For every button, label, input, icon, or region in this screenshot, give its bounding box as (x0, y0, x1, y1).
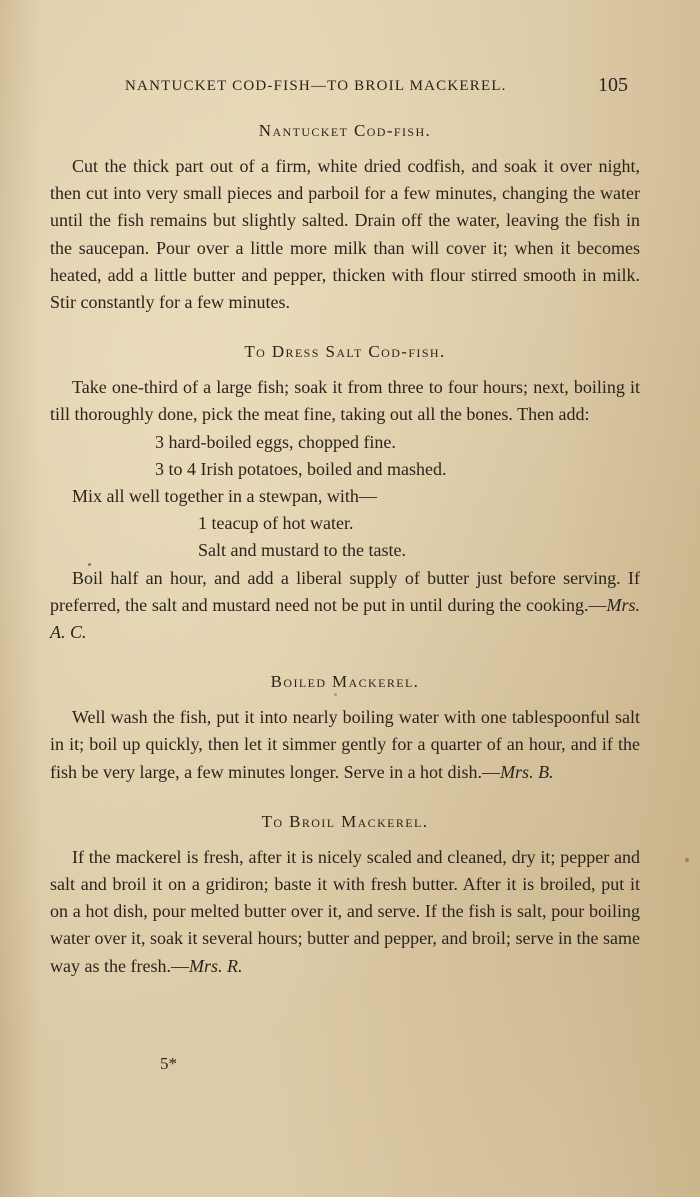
recipe-intro-salt-codfish: Take one-third of a large fish; soak it from three to four hours; next, boiling it till thoroughly done, pick the meat fine, taking out all the bones. Then add: (50, 377, 640, 425)
ingredient-line: 1 teacup of hot water. (198, 513, 354, 534)
recipe-text-nantucket-codfish: Cut the thick part out of a firm, white dried codfish, and soak it over night, then cut into very small pieces and parboil for a few minutes, changing the water until the fish remains but slightly salted. Drain off the water, leaving the fish in the saucepan. Pour over a little more milk than will cover it; when it becomes heated, add a little butter and pepper, thicken with flour stirred smooth in milk. Stir constantly for a few minutes. (50, 156, 640, 313)
recipe-signature: Mrs. R. (188, 955, 243, 976)
running-head (0, 74, 700, 102)
recipe-body-text: If the mackerel is fresh, after it is nicely scaled and cleaned, dry it; pepper and salt and broil it on a gridiron; baste it with fresh butter. After it is broiled, put it on a hot dish, pour melted butter over it, and serve. If the fish is salt, pour boiling water over it, soak it several hours; butter and pepper, and broil; serve in the same way as the fresh.— (50, 846, 640, 976)
ingredient-line: 3 to 4 Irish potatoes, boiled and mashed. (155, 458, 447, 479)
section-heading-broil-mackerel: To Broil Mackerel. (261, 811, 429, 831)
running-head-title: NANTUCKET COD-FISH—TO BROIL MACKEREL. (125, 78, 507, 94)
section-heading-boiled-mackerel: Boiled Mackerel. (270, 672, 420, 692)
recipe-signature: Mrs. A. C. (50, 594, 640, 643)
foxing-spot (334, 693, 337, 696)
recipe-text-boiled-mackerel (50, 704, 640, 786)
recipe-middle-salt-codfish: Mix all well together in a stewpan, with— (72, 486, 377, 507)
recipe-closing-salt-codfish (50, 565, 640, 647)
recipe-text-broil-mackerel (50, 844, 640, 980)
foxing-spot (685, 858, 689, 862)
section-gap (50, 316, 640, 336)
recipe-closing-text: Boil half an hour, and add a liberal supply of butter just before serving. If preferred, the salt and mustard need not be put in until during the cooking.— (50, 567, 640, 615)
signature-mark: 5* (160, 1054, 177, 1073)
page-number: 105 (598, 74, 628, 96)
ingredient-line: 3 hard-boiled eggs, chopped fine. (155, 431, 396, 452)
section-heading-nantucket-codfish: Nantucket Cod-fish. (258, 121, 432, 140)
page-content (50, 115, 640, 980)
foxing-spot (88, 563, 91, 566)
recipe-body-text: Well wash the fish, put it into nearly boiling water with one tablespoonful salt in it; boil up quickly, then let it simmer gently for a quarter of an hour, and if the fish be very large, a few minutes longer. Serve in a hot dish.— (50, 707, 640, 782)
section-heading-dress-salt-codfish: To Dress Salt Cod-fish. (244, 342, 446, 362)
section-gap (50, 786, 640, 806)
section-gap (50, 646, 640, 666)
ingredient-line: Salt and mustard to the taste. (198, 540, 406, 561)
recipe-signature: Mrs. B. (500, 761, 554, 782)
